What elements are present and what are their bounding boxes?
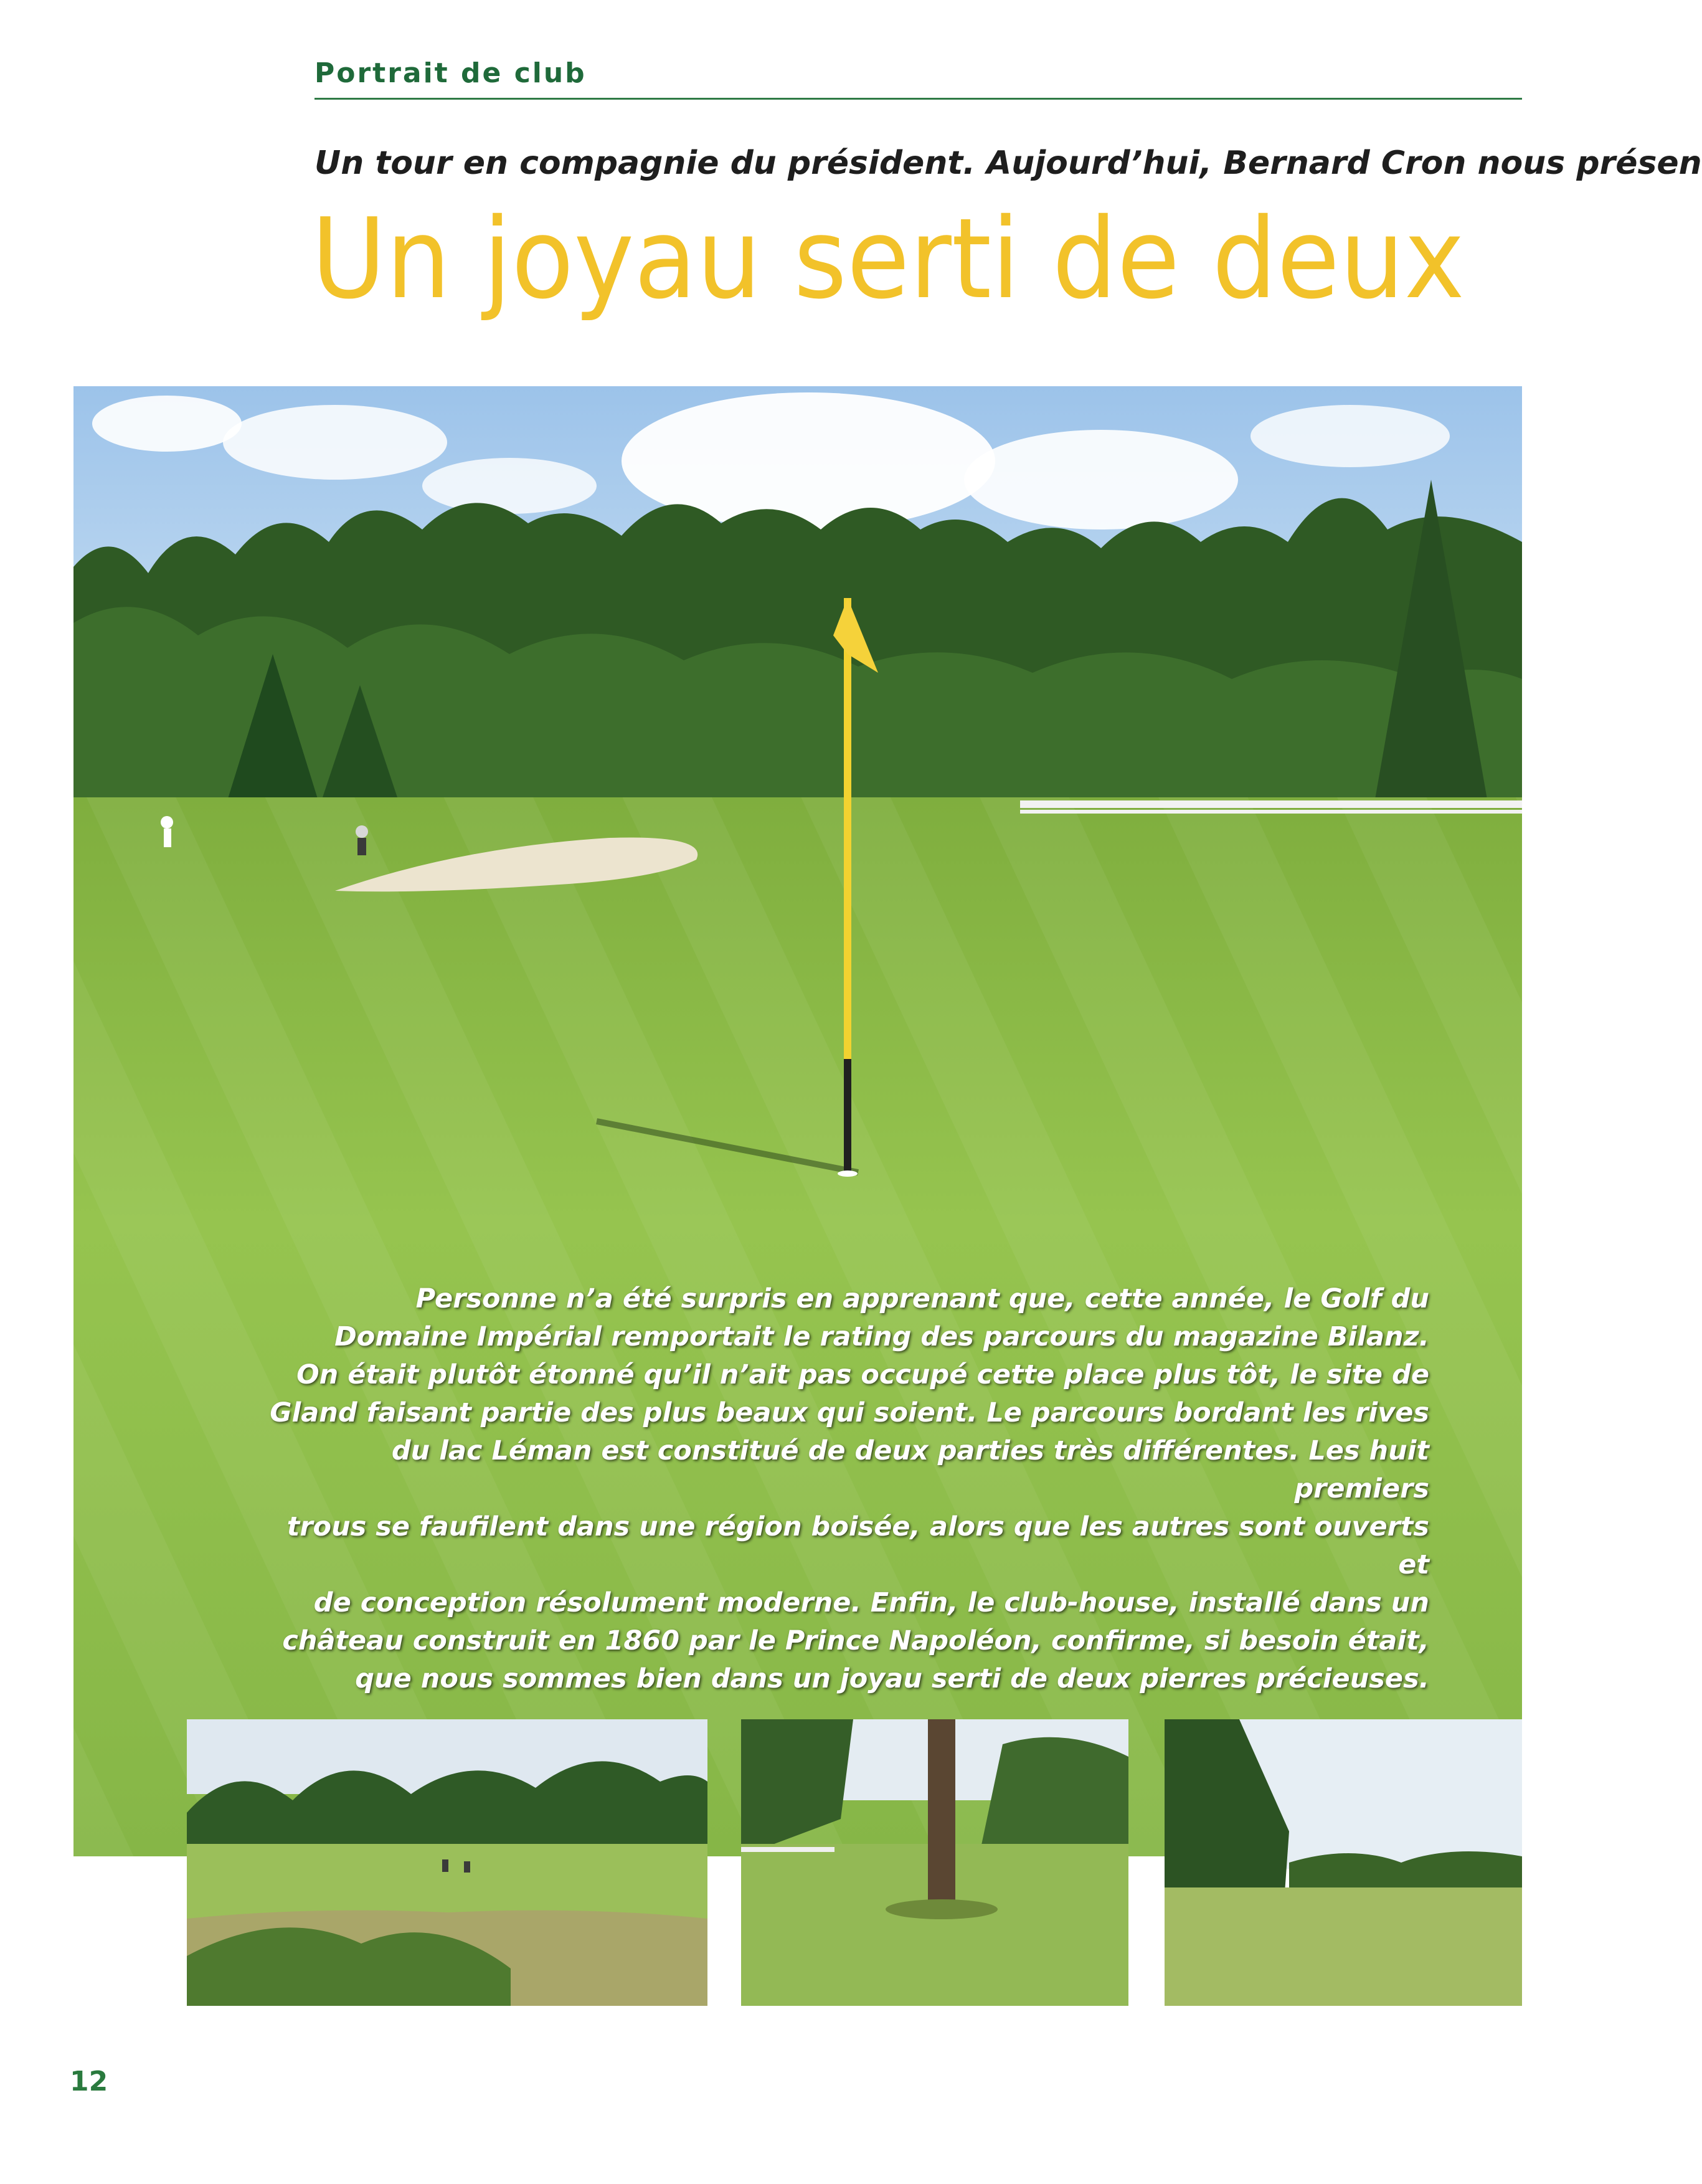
article-intro bbox=[249, 1280, 1429, 1698]
photo-tree-fairway bbox=[741, 1719, 1128, 2006]
section-divider bbox=[314, 98, 1522, 100]
intro-line: de conception résolument moderne. Enfin, le club-house, installé dans un bbox=[313, 1587, 1429, 1618]
article-headline: Un joyau serti de deux bbox=[311, 194, 1465, 323]
intro-line: du lac Léman est constitué de deux parties très différentes. Les huit premiers bbox=[391, 1435, 1429, 1504]
photo-trees-meadow bbox=[1165, 1719, 1522, 2006]
article-subhead: Un tour en compagnie du président. Aujourd’hui, Bernard Cron nous présen bbox=[314, 145, 1702, 182]
intro-line: Domaine Impérial remportait le rating des parcours du magazine Bilanz. bbox=[334, 1321, 1429, 1352]
intro-line: château construit en 1860 par le Prince Napoléon, confirme, si besoin était, bbox=[282, 1625, 1429, 1656]
intro-line: Personne n’a été surpris en apprenant que, cette année, le Golf du bbox=[415, 1283, 1429, 1314]
intro-line: trous se faufilent dans une région boisée, alors que les autres sont ouverts et bbox=[286, 1511, 1429, 1580]
intro-line: Gland faisant partie des plus beaux qui soient. Le parcours bordant les rives bbox=[270, 1397, 1429, 1428]
intro-line: que nous sommes bien dans un joyau serti de deux pierres précieuses. bbox=[355, 1663, 1429, 1694]
photo-fairway-golfers bbox=[187, 1719, 707, 2006]
section-label: Portrait de club bbox=[314, 57, 587, 89]
page-number: 12 bbox=[70, 2066, 108, 2097]
intro-line: On était plutôt étonné qu’il n’ait pas occupé cette place plus tôt, le site de bbox=[296, 1359, 1429, 1390]
